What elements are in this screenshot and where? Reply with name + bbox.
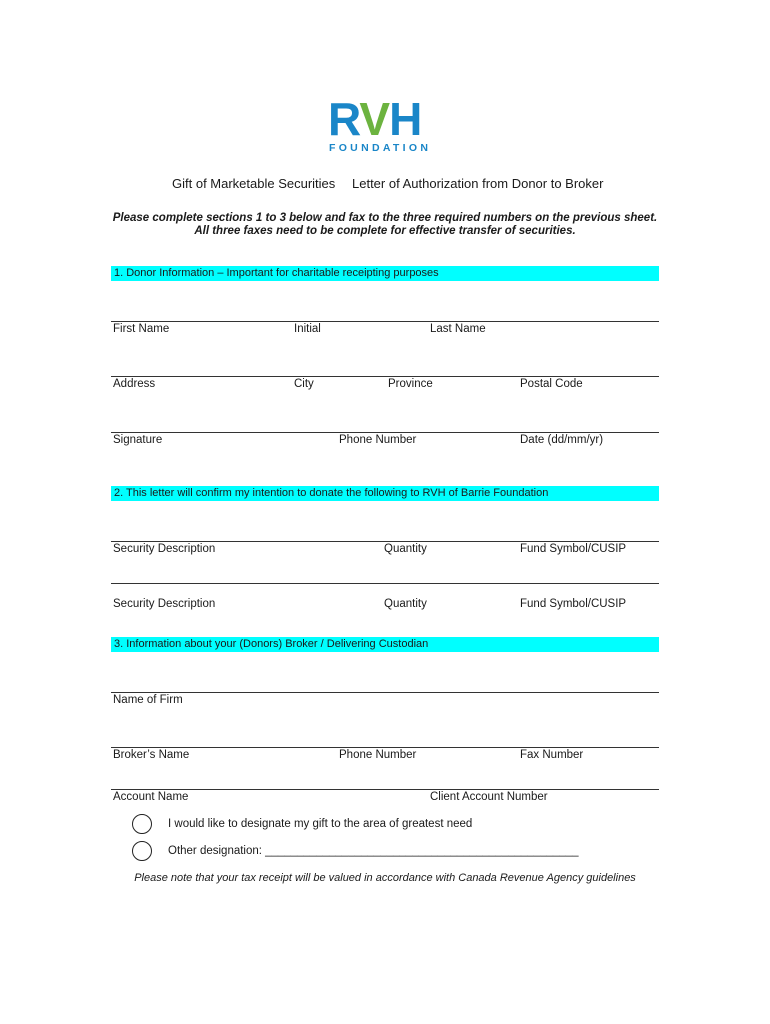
firm-name-label: Name of Firm bbox=[113, 694, 183, 706]
broker-name-label: Broker’s Name bbox=[113, 749, 190, 761]
form-title-right: Letter of Authorization from Donor to Broker bbox=[352, 176, 604, 191]
section3-firm-line[interactable] bbox=[111, 692, 659, 693]
section3-account-line[interactable] bbox=[111, 789, 659, 790]
other-designation-radio[interactable] bbox=[132, 841, 152, 861]
postal-code-label: Postal Code bbox=[520, 378, 583, 390]
broker-fax-label: Fax Number bbox=[520, 749, 584, 761]
instructions-line1: Please complete sections 1 to 3 below and fax to the three required numbers on the previous sheet. bbox=[112, 212, 658, 224]
section1-row1-line[interactable] bbox=[111, 321, 659, 322]
fund-symbol-label: Fund Symbol/CUSIP bbox=[520, 598, 627, 610]
quantity-label: Quantity bbox=[384, 598, 427, 610]
broker-phone-label: Phone Number bbox=[339, 749, 417, 761]
section1-header: 1. Donor Information – Important for charitable receipting purposes bbox=[111, 266, 659, 281]
security-description-label: Security Description bbox=[113, 543, 216, 555]
client-account-number-label: Client Account Number bbox=[430, 791, 548, 803]
greatest-need-radio[interactable] bbox=[132, 814, 152, 834]
last-name-label: Last Name bbox=[430, 323, 486, 335]
fund-symbol-label: Fund Symbol/CUSIP bbox=[520, 543, 627, 555]
quantity-label: Quantity bbox=[384, 543, 427, 555]
phone-number-label: Phone Number bbox=[339, 434, 417, 446]
date-label: Date (dd/mm/yr) bbox=[520, 434, 604, 446]
first-name-label: First Name bbox=[113, 323, 170, 335]
initial-label: Initial bbox=[294, 323, 321, 335]
greatest-need-label: I would like to designate my gift to the area of greatest need bbox=[168, 818, 473, 830]
address-label: Address bbox=[113, 378, 156, 390]
rvh-foundation-logo bbox=[328, 93, 446, 158]
city-label: City bbox=[294, 378, 314, 390]
section3-header: 3. Information about your (Donors) Broker / Delivering Custodian bbox=[111, 637, 659, 652]
section2-header: 2. This letter will confirm my intention to donate the following to RVH of Barrie Foundation bbox=[111, 486, 659, 501]
section2-row2-line[interactable] bbox=[111, 583, 659, 584]
logo-wordmark: RVH bbox=[328, 93, 422, 145]
logo-subtitle: FOUNDATION bbox=[329, 142, 432, 154]
province-label: Province bbox=[388, 378, 433, 390]
instructions-line2: All three faxes need to be complete for effective transfer of securities. bbox=[194, 225, 576, 237]
signature-label: Signature bbox=[113, 434, 163, 446]
tax-receipt-note: Please note that your tax receipt will be valued in accordance with Canada Revenue Agency guidelines bbox=[134, 872, 636, 884]
account-name-label: Account Name bbox=[113, 791, 189, 803]
other-designation-label: Other designation: _________________________________________________ bbox=[168, 845, 579, 857]
security-description-label: Security Description bbox=[113, 598, 216, 610]
form-title-left: Gift of Marketable Securities bbox=[172, 176, 336, 191]
